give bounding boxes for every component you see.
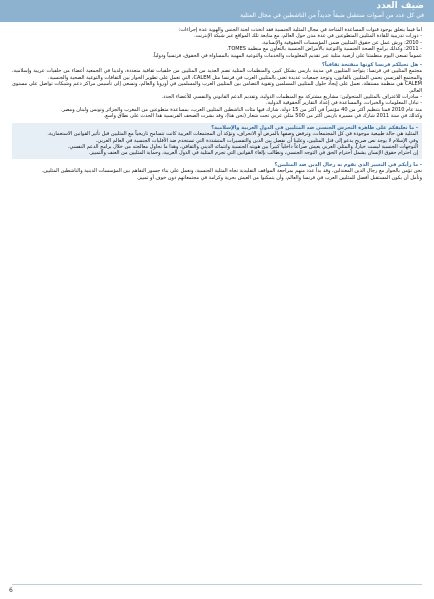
page-subtitle: في كل عدد من أصوات سنتقبل ضيفاً جديداً من الناشطين في مجال المثلية <box>240 12 424 19</box>
paragraph: وكذلك في سنة 2011 شارك في مسيرة باريس أكثر من 500 مثلي عربي تحت شعار (نحن هنا)، وقد نشرت الصحف الفرنسية هذا الحدث على نطاق واسع. <box>103 113 422 120</box>
paragraph: CALEM هي منظمة مستقلة، نعمل على إيجاد حلول للمثليين المسلمين وتقوية التضامن بين المثليين العرب والمسلمين في أوروبا والعالم، وتسعى إلى تأسيس مراكز دعم وشبكات تواصل على مستوى العالم. <box>12 81 422 94</box>
paragraph: وفي الإسلام لا يوجد نص صريح يدعو إلى قتل المثليين، وعلينا أن نفصل بين الدين والتفسيرات المتشددة التي تستخدم ضد الأقليات الجنسية في العالم العربي. <box>95 137 418 144</box>
section-heading: - ما تعليقكم على ظاهرة التحرش الجنسي ضد المثليين في الدول العربية والإسلامية؟ <box>211 124 418 131</box>
header-bar <box>0 0 434 22</box>
footer-divider <box>12 584 422 585</box>
paragraph: ونأمل أن يكون المستقبل أفضل للمثليين العرب في فرنسا والعالم، وأن يتمكنوا من العيش بحرية وكرامة في مجتمعاتهم دون خوف أو تمييز. <box>136 174 422 181</box>
paragraph: التوجهات الجنسية ليست خياراً، والمثلي العربي يعيش صراعاً داخلياً كبيراً بين هويته الجنسية وانتمائه الديني والثقافي، وهذا ما نحاول معالجته من خلال برامج الدعم النفسي. <box>67 143 418 150</box>
paragraph: إن احترام حقوق الإنسان يشمل احترام الحق في التوجه الجنسي، ونطالب بإلغاء القوانين التي تجرم المثلية في الدول العربية، وحماية المثليين من العنف والتمييز. <box>88 150 418 157</box>
list-item: - تبادل المعلومات والخبرات، والمساعدة في إعداد التقارير الحقوقية الدولية. <box>265 100 422 107</box>
page-title: ضيف العدد <box>376 1 424 11</box>
article-body <box>12 27 422 575</box>
paragraph: نحن نؤمن بالحوار مع رجال الدين المعتدلين، وقد بدأ عدد منهم بمراجعة المواقف التقليدية تجاه المثلية الجنسية، ونعمل على بناء جسور التفاهم بين المؤسسات الدينية والناشطين المثليين. <box>41 168 422 175</box>
paragraph: مجتمع المثليين في فرنسا: يتواجد المثليون في مدينة باريس بشكل كبير، والمنظمات المثلية تضم العديد من المثليين من خلفيات ثقافية متعددة، ولدينا في الجمعية أعضاء من خلفيات عربية وإسلامية، والمجتمع الفرنسي يحمي المثليين بالقانون، وتوجد جمعيات عديدة تعنى بالمثليين العرب في فرنسا مثل CALEM، التي تعمل على تطوير الحوار بين الثقافات والتوعية الصحية والجنسية. <box>12 68 422 81</box>
paragraph: المثلية هي حالة طبيعية موجودة في كل المجتمعات، ونرفض وصفها بالمرض أو الانحراف، ونؤكد أن المجتمعات العربية كانت تتسامح تاريخياً مع المثليين قبل تأثير القوانين الاستعمارية. <box>47 131 418 138</box>
list-item: - 2010: ورش عمل عن حقوق المثليين ضمن المؤسسات الحقوقية والإنسانية. <box>261 39 422 46</box>
list-item: - 2011: وكذلك برامج الصحة الجنسية والتوعية بالأمراض الجنسية بالتعاون مع منظمة TOMES. <box>226 46 422 53</box>
paragraph: منذ عام 2010 قمنا بتنظيم أكثر من 40 مؤتمراً في أكثر من 15 دولة، شارك فيها مئات الناشطين المثليين العرب، بمساعدة متطوعين من المغرب والجزائر وتونس ولبنان ومصر. <box>60 106 422 113</box>
section-box <box>12 123 422 159</box>
paragraph: أما فيما يتعلق بوجود قنوات المساعدة المتاحة في مجال المثلية الجنسية فقد اتخذت لجنة الجنس والهوية عدة إجراءات: <box>178 27 422 33</box>
paragraph: عموماً تسعى اليوم منظمتنا على أرضية مثلية عبر تقديم المعلومات والخدمات والتوعية المهنية بالمساواة في الحقوق، فرنسياً ودولياً. <box>152 52 422 59</box>
interview-question: - هل تحيلكم فرنسا كونها منفتحة ثقافياً؟ <box>321 62 422 69</box>
list-item: - مبادرات للاعتراف بالمثليين المتحولين: مشاريع مشتركة مع المنظمات الدولية، وتقديم الدعم القانوني والنفسي للأعضاء الجدد. <box>161 94 422 101</box>
interview-question: - ما رأيكم في التغيير الذي يقوم به رجال الدين ضد المثليين؟ <box>274 161 422 168</box>
list-item: - دورات تدريبية للقادة المثليين المتطوعين في عدة مدن حول العالم، مع متابعة تلك المواقع عبر شبكة الإنترنت. <box>194 33 422 40</box>
page-number: 6 <box>9 587 13 594</box>
